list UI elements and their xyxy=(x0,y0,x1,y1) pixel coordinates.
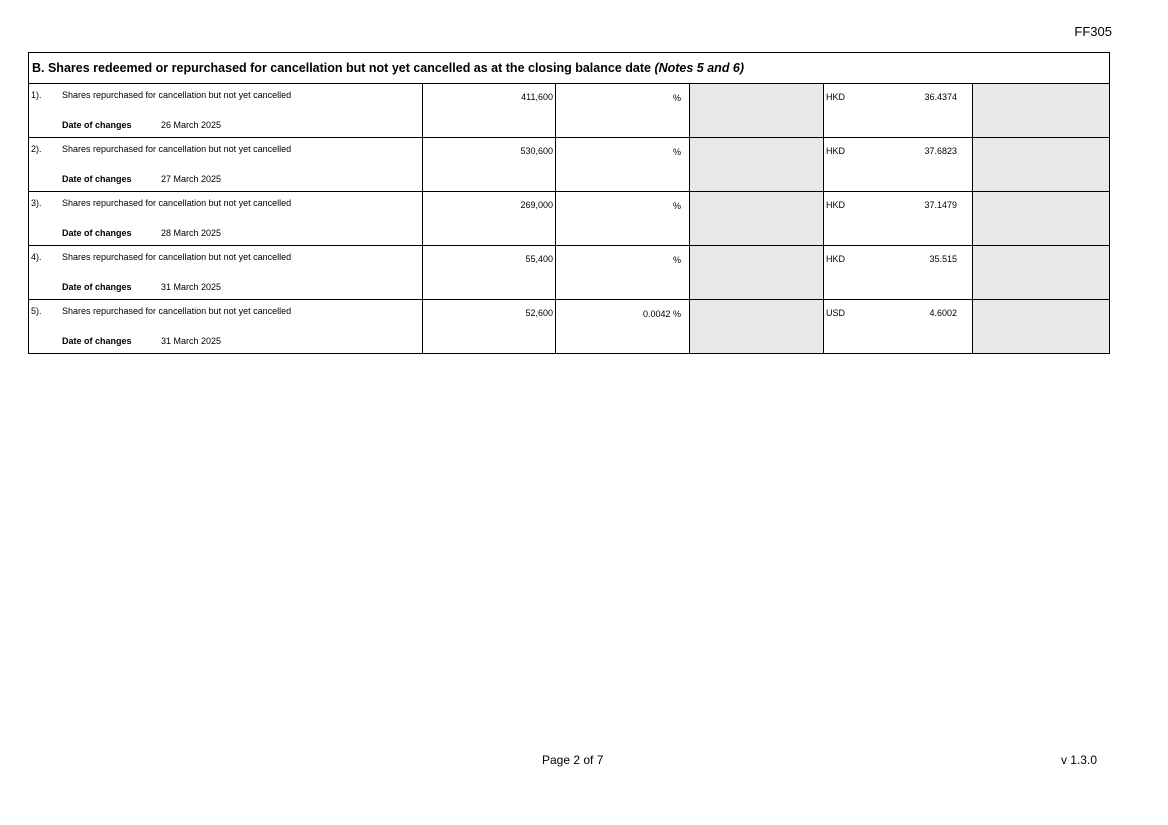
price-cell xyxy=(824,246,973,300)
percent-cell xyxy=(556,138,690,192)
table-row xyxy=(29,246,1110,300)
price-value: 4.6002 xyxy=(929,308,957,318)
percent-cell xyxy=(556,300,690,354)
date-value: 28 March 2025 xyxy=(161,228,222,238)
shares-value: 530,600 xyxy=(520,146,553,156)
currency-code: HKD xyxy=(826,254,846,264)
price-cell xyxy=(824,138,973,192)
price-cell xyxy=(824,192,973,246)
row-description: Shares repurchased for cancellation but not yet cancelled xyxy=(62,144,292,154)
shaded-cell xyxy=(973,192,1110,246)
date-label: Date of changes xyxy=(62,282,132,292)
row-description-cell xyxy=(29,138,423,192)
percent-value: % xyxy=(672,93,681,103)
repurchase-table xyxy=(28,52,1110,354)
section-title-text: B. Shares redeemed or repurchased for cancellation but not yet cancelled as at the closing balance date xyxy=(32,61,651,75)
shaded-cell xyxy=(973,138,1110,192)
price-value: 35.515 xyxy=(929,254,957,264)
date-value: 27 March 2025 xyxy=(161,174,222,184)
date-value: 26 March 2025 xyxy=(161,120,222,130)
row-index: 3). xyxy=(31,198,42,208)
shaded-cell xyxy=(690,300,824,354)
shares-cell xyxy=(423,84,556,138)
price-cell xyxy=(824,300,973,354)
shares-cell xyxy=(423,192,556,246)
shaded-cell xyxy=(690,138,824,192)
shares-cell xyxy=(423,246,556,300)
shares-cell xyxy=(423,300,556,354)
date-label: Date of changes xyxy=(62,120,132,130)
row-description: Shares repurchased for cancellation but not yet cancelled xyxy=(62,306,292,316)
currency-code: HKD xyxy=(826,200,846,210)
row-description-cell xyxy=(29,192,423,246)
row-description: Shares repurchased for cancellation but not yet cancelled xyxy=(62,198,292,208)
table-row xyxy=(29,138,1110,192)
shaded-cell xyxy=(690,84,824,138)
price-cell xyxy=(824,84,973,138)
currency-code: USD xyxy=(826,308,846,318)
percent-cell xyxy=(556,84,690,138)
row-index: 2). xyxy=(31,144,42,154)
row-description: Shares repurchased for cancellation but not yet cancelled xyxy=(62,252,292,262)
section-header-row xyxy=(29,53,1110,84)
section-notes: (Notes 5 and 6) xyxy=(654,61,745,75)
table-row xyxy=(29,84,1110,138)
form-code: FF305 xyxy=(1074,24,1112,39)
shaded-cell xyxy=(690,192,824,246)
percent-cell xyxy=(556,192,690,246)
percent-value: % xyxy=(672,147,681,157)
row-description: Shares repurchased for cancellation but not yet cancelled xyxy=(62,90,292,100)
shares-cell xyxy=(423,138,556,192)
shaded-cell xyxy=(973,246,1110,300)
percent-value: % xyxy=(672,201,681,211)
price-value: 37.6823 xyxy=(924,146,957,156)
shares-value: 52,600 xyxy=(525,308,553,318)
percent-value: 0.0042 % xyxy=(642,309,681,319)
shaded-cell xyxy=(690,246,824,300)
date-label: Date of changes xyxy=(62,174,132,184)
currency-code: HKD xyxy=(826,92,846,102)
shares-value: 55,400 xyxy=(525,254,553,264)
price-value: 37.1479 xyxy=(924,200,957,210)
shaded-cell xyxy=(973,300,1110,354)
date-label: Date of changes xyxy=(62,336,132,346)
row-description-cell xyxy=(29,300,423,354)
row-index: 1). xyxy=(31,90,42,100)
currency-code: HKD xyxy=(826,146,846,156)
shares-value: 411,600 xyxy=(521,92,553,102)
date-value: 31 March 2025 xyxy=(161,336,222,346)
percent-cell xyxy=(556,246,690,300)
price-value: 36.4374 xyxy=(924,92,957,102)
page-number: Page 2 of 7 xyxy=(542,753,604,767)
date-value: 31 March 2025 xyxy=(161,282,222,292)
row-description-cell xyxy=(29,84,423,138)
row-index: 5). xyxy=(31,306,42,316)
percent-value: % xyxy=(672,255,681,265)
shaded-cell xyxy=(973,84,1110,138)
section-title xyxy=(29,53,1110,84)
shares-value: 269,000 xyxy=(520,200,553,210)
row-description-cell xyxy=(29,246,423,300)
date-label: Date of changes xyxy=(62,228,132,238)
version-label: v 1.3.0 xyxy=(1060,753,1097,767)
row-index: 4). xyxy=(31,252,42,262)
table-row xyxy=(29,192,1110,246)
table-row xyxy=(29,300,1110,354)
